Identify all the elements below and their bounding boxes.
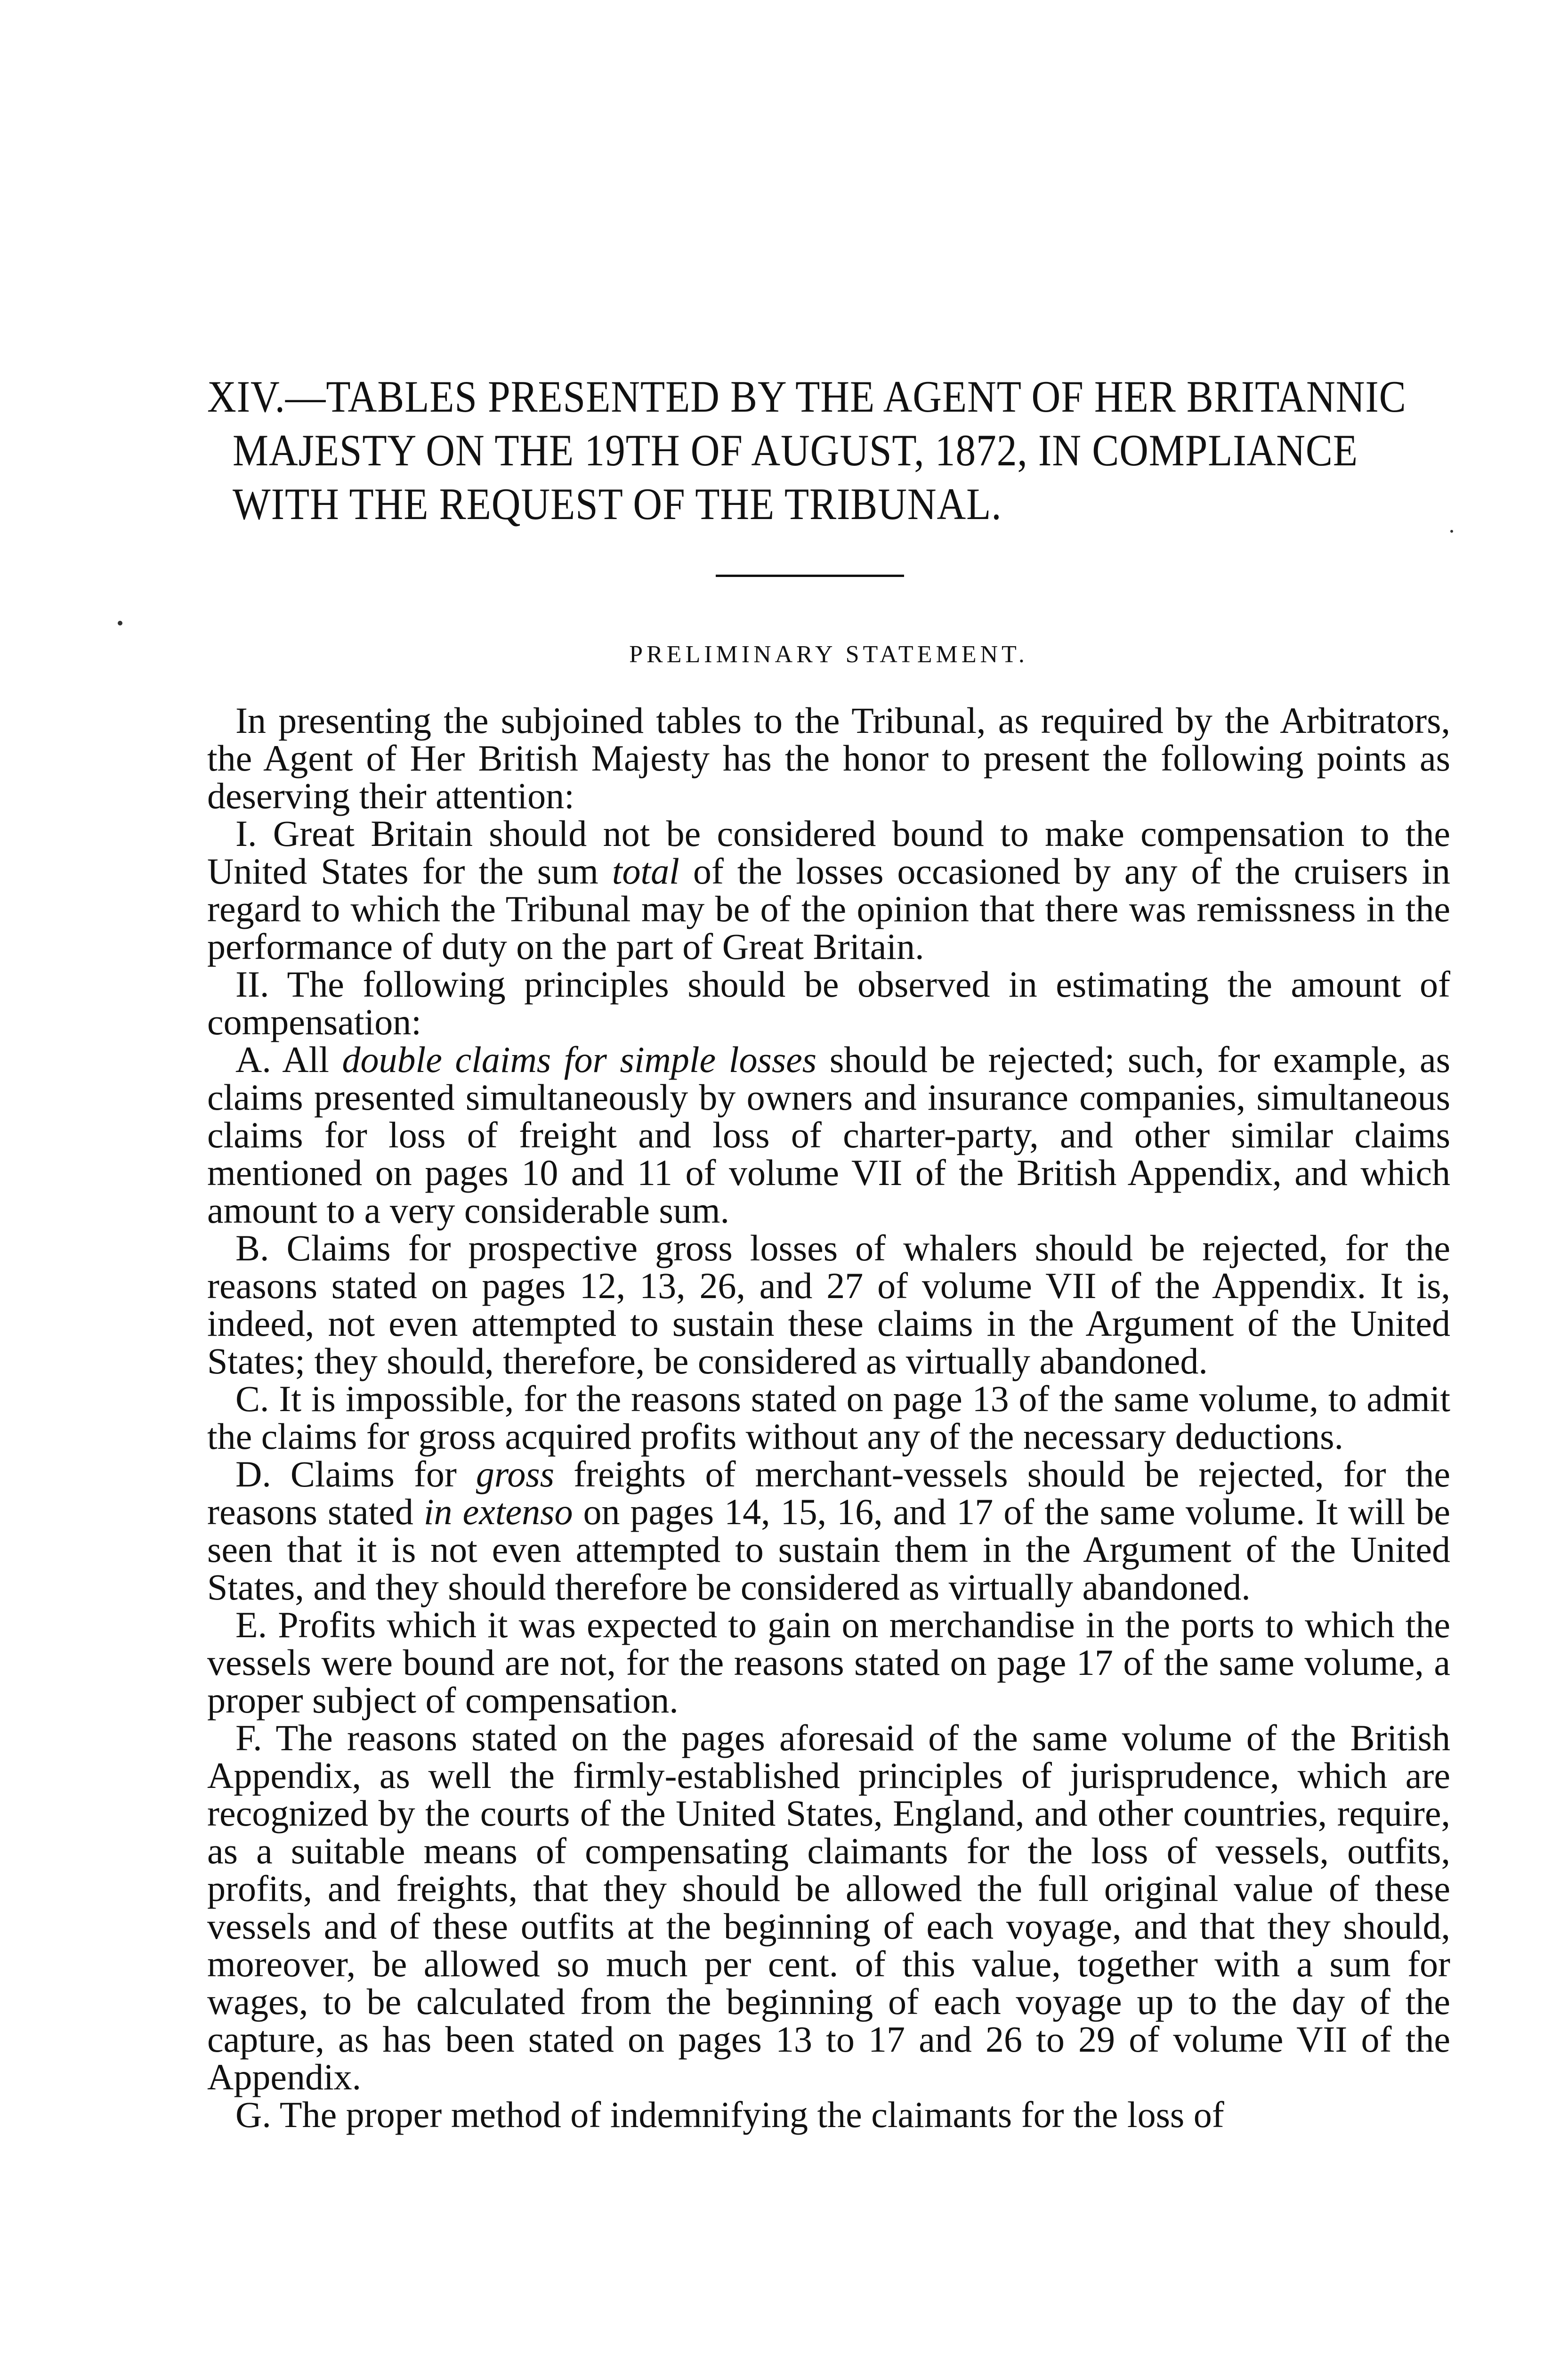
scan-speck — [118, 621, 122, 625]
body-text — [207, 702, 1450, 2134]
paragraph-d-emphasis-gross: gross — [476, 1454, 555, 1494]
document-title — [207, 370, 1406, 531]
title-divider — [716, 575, 904, 577]
title-line-1: XIV.—TABLES PRESENTED BY THE AGENT OF HER BRITANNIC — [207, 372, 1406, 422]
paragraph-d-text-b: freights of merchant-vessels should be rejected, for the reasons stated — [207, 1454, 1450, 1532]
paragraph-a-emphasis: double claims for simple losses — [342, 1039, 817, 1080]
title-line-3: WITH THE REQUEST OF THE TRIBUNAL. — [233, 479, 1002, 529]
paragraph-a-text-a: A. All — [235, 1039, 342, 1080]
paragraph-i — [207, 815, 1450, 966]
section-heading: PRELIMINARY STATEMENT. — [629, 641, 1028, 668]
paragraph-f: F. The reasons stated on the pages aforesaid of the same volume of the British Appendix, as well the firmly-established principles of jurisprudence, which are recognized by the courts of the United States, England, and other countries, require, as a suitable means of compensating claimants for the loss of vessels, outfits, profits, and freights, that they should be allowed the full original value of these vessels and of these outfits at the beginning of each voyage, and that they should, moreover, be allowed so much per cent. of this value, together with a sum for wages, to be calculated from the beginning of each voyage up to the day of the capture, as has been stated on pages 13 to 17 and 26 to 29 of volume VII of the Appendix. — [207, 1717, 1450, 2097]
paragraph-d-text-c: on pages 14, 15, 16, and 17 of the same volume. It will be seen that it is not even attempted to sustain them in the Argument of the United States, and they should therefore be considered as virtually abandoned. — [207, 1491, 1450, 1608]
paragraph-ii: II. The following principles should be observed in estimating the amount of compensation: — [207, 964, 1450, 1042]
paragraph-a-text-b: should be rejected; such, for example, as claims presented simultaneously by owners and insurance companies, simultaneous claims for loss of freight and loss of charter-party, and other similar claims mentioned on pages 10 and 11 of volume VII of the British Appendix, and which amount to a very considerable sum. — [207, 1039, 1451, 1231]
paragraph-i-text-a: I. Great Britain should not be considered bound to make compensation to the United States for the sum — [207, 813, 1450, 892]
paragraph-i-text-b: of the losses occasioned by any of the cruisers in regard to which the Tribunal may be of the opinion that there was remissness in the performance of duty on the part of Great Britain. — [207, 851, 1450, 967]
paragraph-d-text-a: D. Claims for — [235, 1454, 476, 1494]
paragraph-b: B. Claims for prospective gross losses of whalers should be rejected, for the reasons stated on pages 12, 13, 26, and 27 of volume VII of the Appendix. It is, indeed, not even attempted to sustain these claims in the Argument of the United States; they should, therefore, be considered as virtually abandoned. — [207, 1227, 1450, 1381]
paragraph-e: E. Profits which it was expected to gain on merchandise in the ports to which the vessels were bound are not, for the reasons stated on page 17 of the same volume, a proper subject of compensation. — [207, 1604, 1450, 1721]
paragraph-i-emphasis: total — [612, 851, 679, 892]
paragraph-a — [207, 1041, 1450, 1229]
scan-speck — [1450, 530, 1453, 533]
paragraph-intro: In presenting the subjoined tables to the Tribunal, as required by the Arbitrators, the Agent of Her British Majesty has the honor to present the following points as deserving their attention: — [207, 700, 1450, 816]
paragraph-d — [207, 1455, 1450, 1606]
paragraph-g: G. The proper method of indemnifying the claimants for the loss of — [235, 2094, 1224, 2135]
title-line-2: MAJESTY ON THE 19TH OF AUGUST, 1872, IN COMPLIANCE — [233, 425, 1358, 475]
paragraph-c: C. It is impossible, for the reasons stated on page 13 of the same volume, to admit the claims for gross acquired profits without any of the necessary deductions. — [207, 1378, 1450, 1457]
paragraph-d-emphasis-extenso: in extenso — [423, 1491, 573, 1532]
